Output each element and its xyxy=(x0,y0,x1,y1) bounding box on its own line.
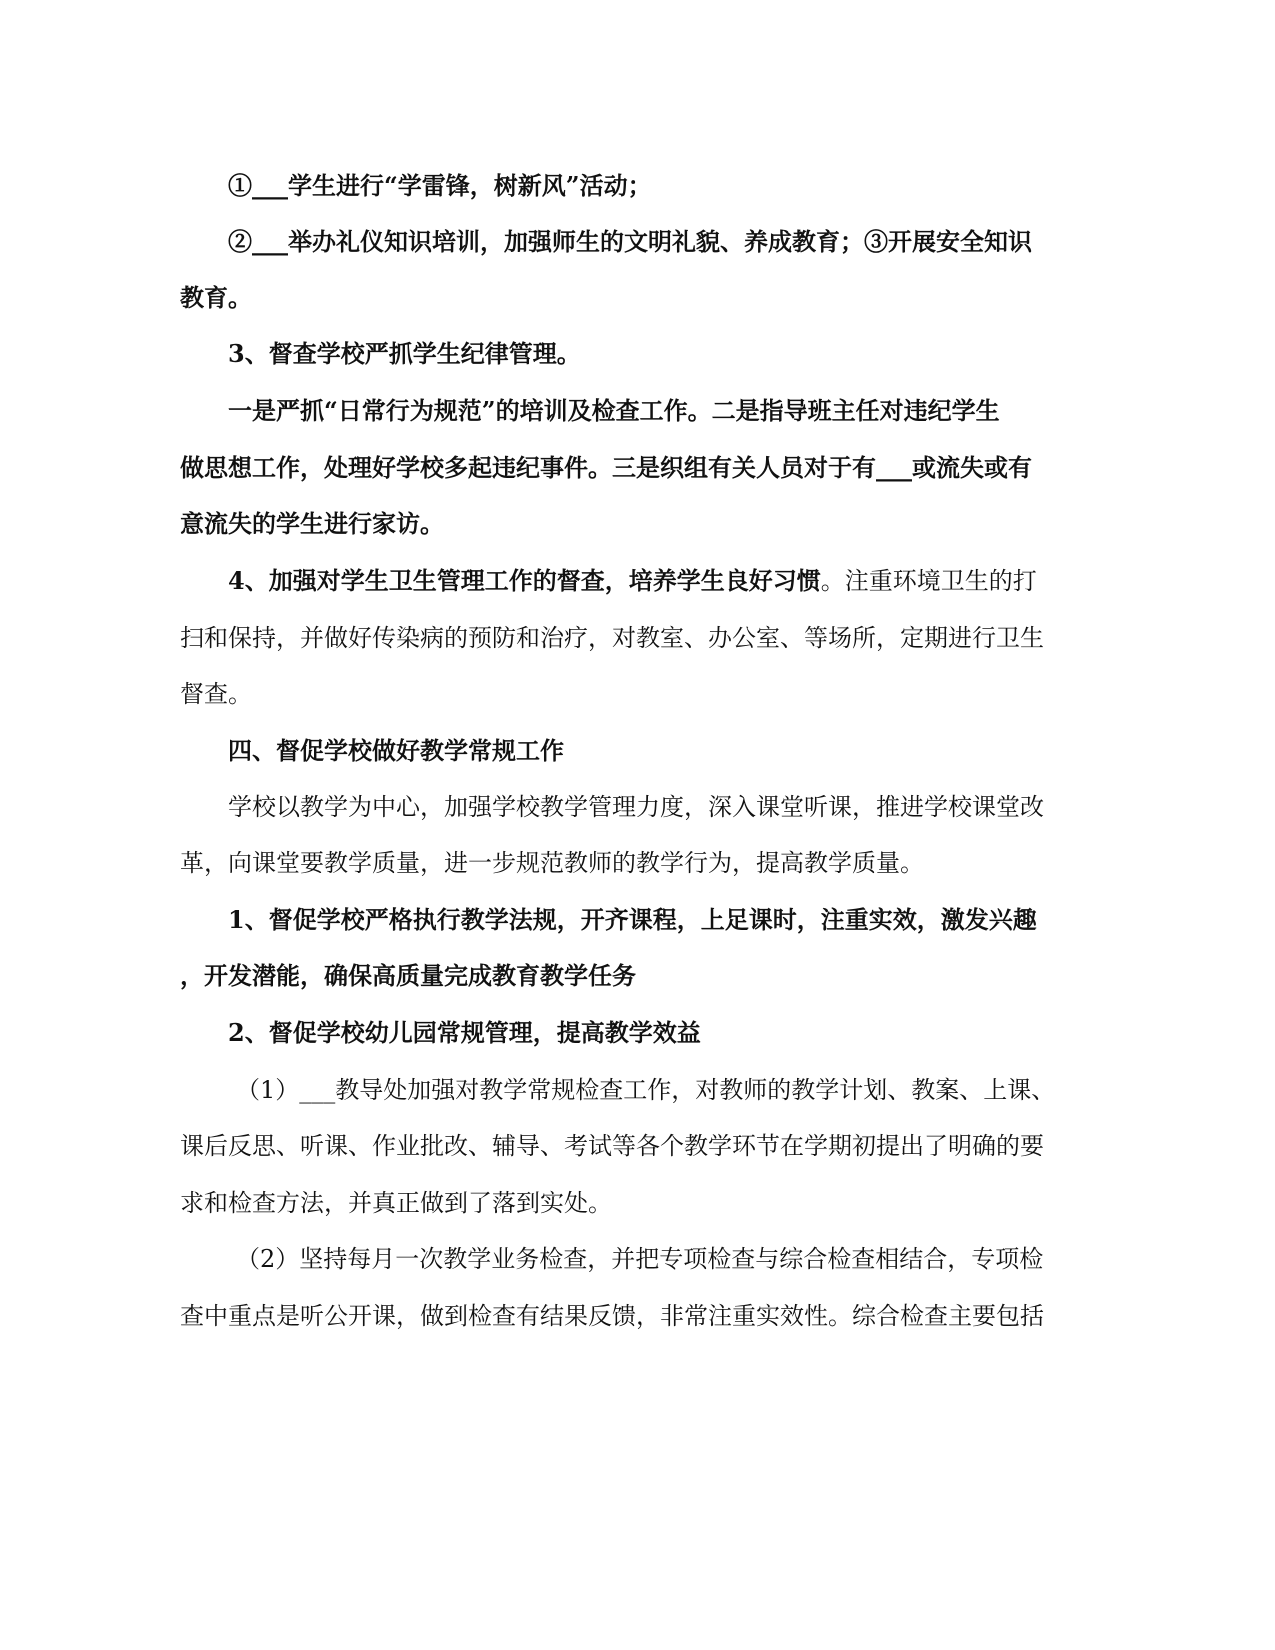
section-heading-3: 3、督查学校严抓学生纪律管理。 xyxy=(228,339,581,368)
paragraph-line-9: 扫和保持，并做好传染病的预防和治疗，对教室、办公室、等场所，定期进行卫生 xyxy=(180,624,1044,652)
paragraph-line-21: 查中重点是听公开课，做到检查有结果反馈，非常注重实效性。综合检查主要包括 xyxy=(180,1302,1044,1330)
paragraph-line-13: 革，向课堂要教学质量，进一步规范教师的教学行为，提高教学质量。 xyxy=(180,849,924,877)
subheading-1-cont: ，开发潜能，确保高质量完成教育教学任务 xyxy=(180,961,636,990)
paragraph-line-6: 做思想工作，处理好学校多起违纪事件。三是织组有关人员对于有___或流失或有 xyxy=(180,453,1032,482)
paragraph-line-12: 学校以教学为中心，加强学校教学管理力度，深入课堂听课，推进学校课堂改 xyxy=(228,793,1044,821)
paragraph-line-2: ②___举办礼仪知识培训，加强师生的文明礼貌、养成教育；③开展安全知识 xyxy=(228,227,1032,256)
paragraph-line-20: （2）坚持每月一次教学业务检查，并把专项检查与综合检查相结合，专项检 xyxy=(236,1245,1044,1273)
section-heading-four: 四、督促学校做好教学常规工作 xyxy=(228,736,564,765)
section-heading-4 xyxy=(0,565,1275,597)
subheading-1: 1、督促学校严格执行教学法规，开齐课程，上足课时，注重实效，激发兴趣 xyxy=(228,905,1037,934)
paragraph-line-3: 教育。 xyxy=(180,283,252,312)
paragraph-line-10: 督查。 xyxy=(180,680,252,708)
paragraph-line-18: 课后反思、听课、作业批改、辅导、考试等各个教学环节在学期初提出了明确的要 xyxy=(180,1132,1044,1160)
paragraph-line-17: （1）___教导处加强对教学常规检查工作，对教师的教学计划、教案、上课、 xyxy=(236,1076,1056,1104)
subheading-2: 2、督促学校幼儿园常规管理，提高教学效益 xyxy=(228,1018,701,1047)
paragraph-line-5: 一是严抓“日常行为规范”的培训及检查工作。二是指导班主任对违纪学生 xyxy=(228,396,1000,425)
paragraph-line-1: ①___学生进行“学雷锋，树新风”活动； xyxy=(228,171,652,200)
section-heading-4-bold: 4、加强对学生卫生管理工作的督查，培养学生良好习惯 xyxy=(228,566,821,595)
section-heading-4-text: 。注重环境卫生的打 xyxy=(820,567,1037,595)
paragraph-line-7: 意流失的学生进行家访。 xyxy=(180,509,444,538)
paragraph-line-19: 求和检查方法，并真正做到了落到实处。 xyxy=(180,1189,612,1217)
